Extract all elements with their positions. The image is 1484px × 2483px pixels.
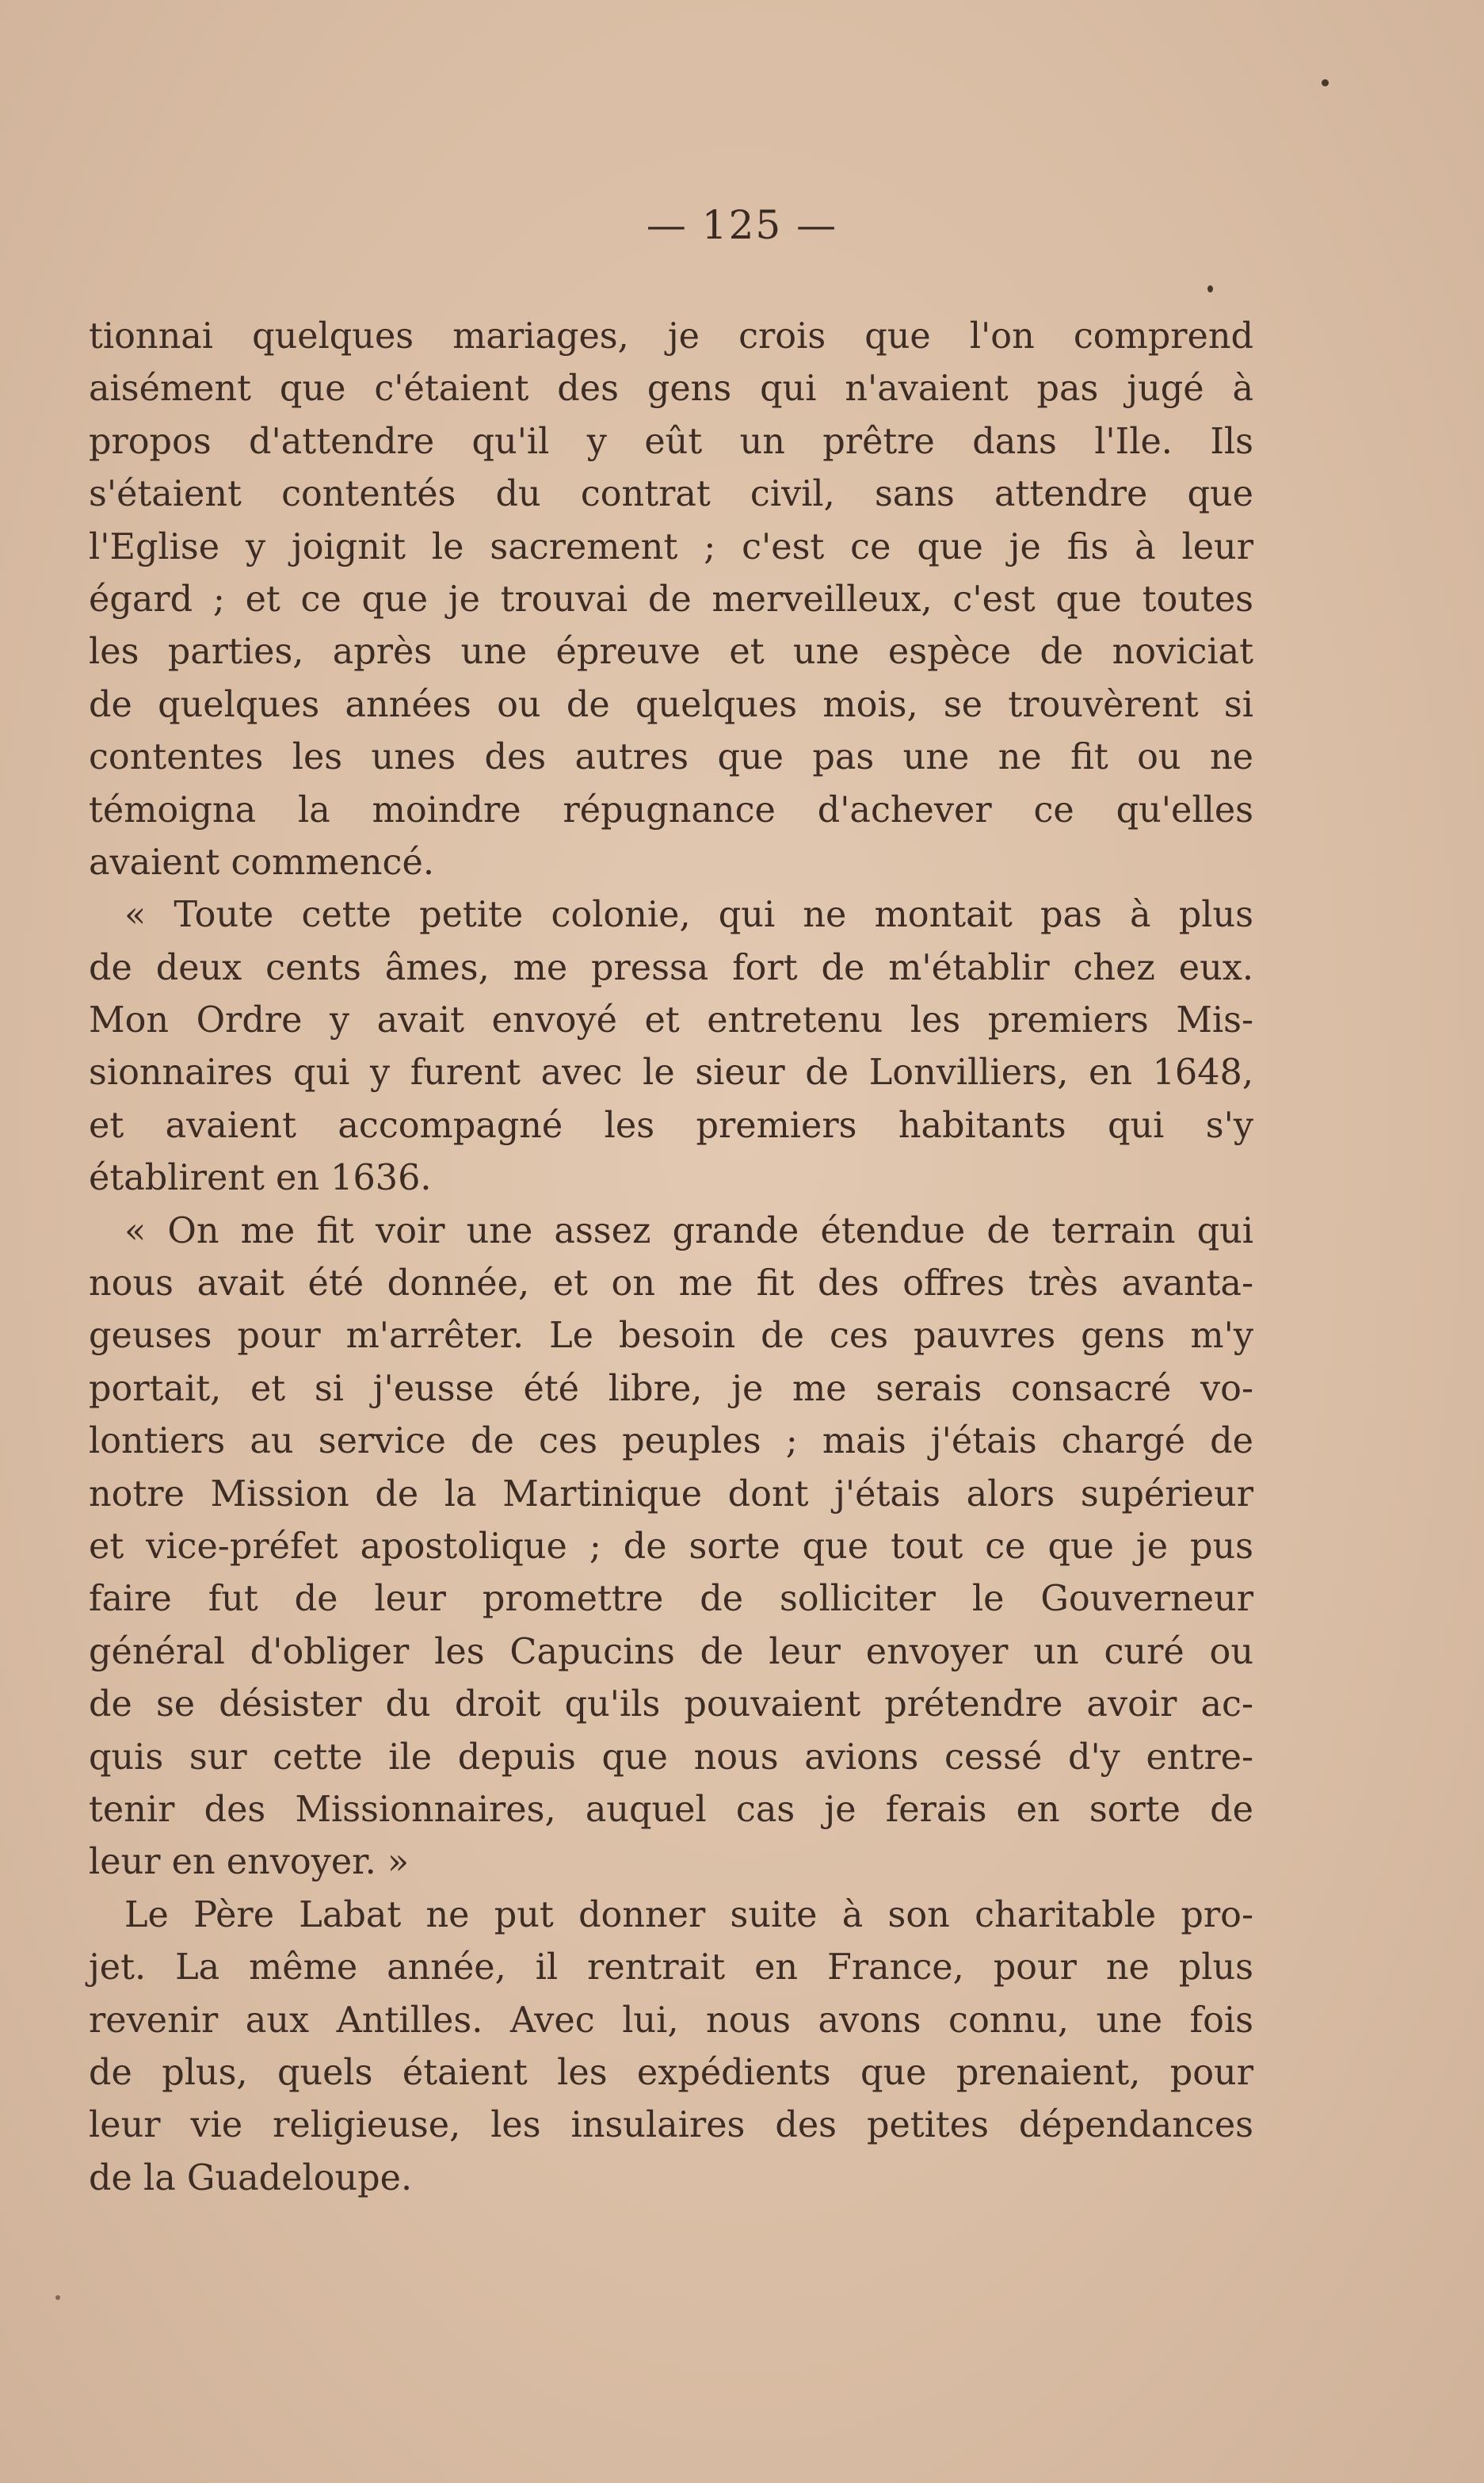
text-line: établirent en 1636. <box>89 1158 432 1199</box>
text-line: « On me fit voir une assez grande étendue de terrain qui <box>124 1210 1253 1251</box>
text-line: et avaient accompagné les premiers habitants qui s'y <box>89 1105 1253 1146</box>
text-line: « Toute cette petite colonie, qui ne montait pas à plus <box>124 895 1253 936</box>
text-line: notre Mission de la Martinique dont j'étais alors supérieur <box>89 1473 1253 1515</box>
text-line: Mon Ordre y avait envoyé et entretenu les premiers Mis- <box>89 1000 1253 1041</box>
body-text <box>89 311 1253 2205</box>
text-line: tionnai quelques mariages, je crois que l'on comprend <box>89 316 1253 357</box>
text-line: lontiers au service de ces peuples ; mais j'étais chargé de <box>89 1421 1253 1462</box>
text-line: faire fut de leur promettre de solliciter le Gouverneur <box>89 1579 1253 1620</box>
text-line: contentes les unes des autres que pas une ne fit ou ne <box>89 737 1253 778</box>
text-line: de deux cents âmes, me pressa fort de m'établir chez eux. <box>89 947 1253 988</box>
text-line: geuses pour m'arrêter. Le besoin de ces pauvres gens m'y <box>89 1316 1253 1357</box>
paper-speck <box>1207 285 1213 292</box>
text-line: portait, et si j'eusse été libre, je me serais consacré vo- <box>89 1368 1253 1409</box>
text-line: témoigna la moindre répugnance d'achever ce qu'elles <box>89 789 1253 831</box>
text-line: de la Guadeloupe. <box>89 2157 413 2198</box>
text-line: de plus, quels étaient les expédients que prenaient, pour <box>89 2052 1253 2093</box>
page-number: — 125 — <box>646 202 838 248</box>
text-line: revenir aux Antilles. Avec lui, nous avons connu, une fois <box>89 2000 1253 2041</box>
text-line: égard ; et ce que je trouvai de merveilleux, c'est que toutes <box>89 579 1253 620</box>
text-line: de se désister du droit qu'ils pouvaient prétendre avoir ac- <box>89 1684 1253 1725</box>
paper-speck <box>1322 79 1329 86</box>
text-line: sionnaires qui y furent avec le sieur de Lonvilliers, en 1648, <box>89 1052 1253 1094</box>
text-line: quis sur cette ile depuis que nous avions cessé d'y entre- <box>89 1736 1253 1778</box>
text-line: avaient commencé. <box>89 842 434 883</box>
text-line: nous avait été donnée, et on me fit des offres très avanta- <box>89 1263 1253 1305</box>
text-line: Le Père Labat ne put donner suite à son charitable pro- <box>124 1894 1253 1935</box>
text-line: propos d'attendre qu'il y eût un prêtre dans l'Ile. Ils <box>89 421 1253 462</box>
text-line: aisément que c'étaient des gens qui n'avaient pas jugé à <box>89 369 1253 410</box>
text-line: s'étaient contentés du contrat civil, sans attendre que <box>89 474 1253 515</box>
text-line: leur en envoyer. » <box>89 1842 410 1883</box>
text-line: tenir des Missionnaires, auquel cas je ferais en sorte de <box>89 1789 1253 1830</box>
text-line: leur vie religieuse, les insulaires des petites dépendances <box>89 2105 1253 2146</box>
paper-speck <box>55 2295 60 2300</box>
text-line: jet. La même année, il rentrait en France, pour ne plus <box>89 1947 1253 1988</box>
text-line: général d'obliger les Capucins de leur envoyer un curé ou <box>89 1631 1253 1672</box>
text-line: et vice-préfet apostolique ; de sorte que tout ce que je pus <box>89 1526 1253 1567</box>
text-line: les parties, après une épreuve et une espèce de noviciat <box>89 632 1253 673</box>
text-line: de quelques années ou de quelques mois, se trouvèrent si <box>89 684 1253 725</box>
text-line: l'Eglise y joignit le sacrement ; c'est ce que je fis à leur <box>89 526 1253 567</box>
